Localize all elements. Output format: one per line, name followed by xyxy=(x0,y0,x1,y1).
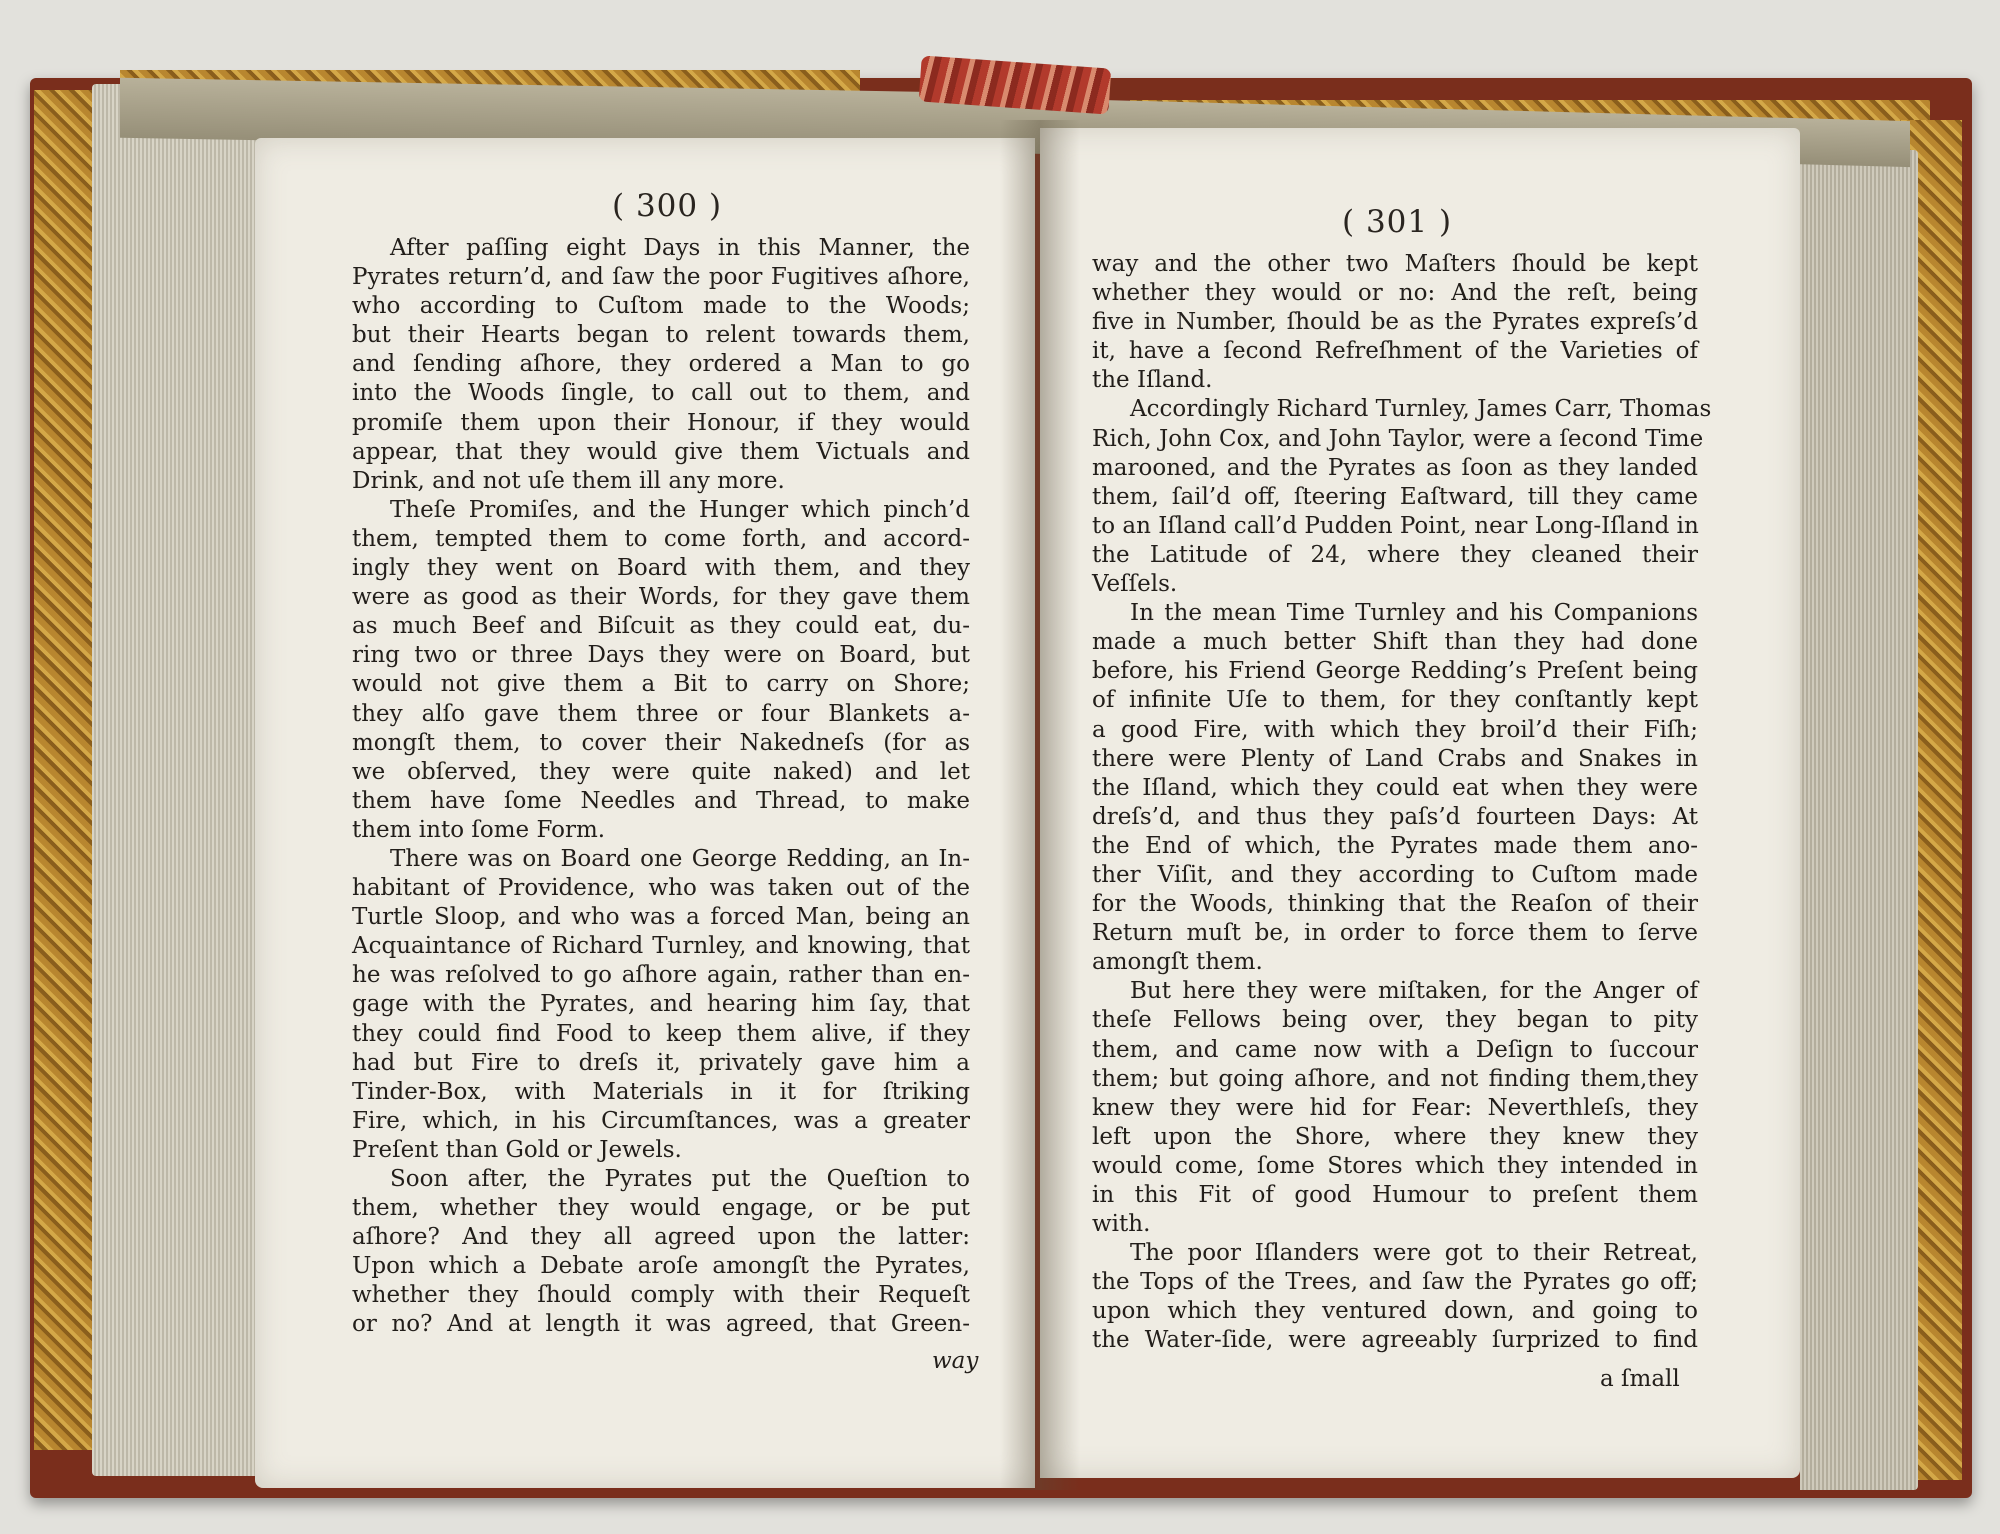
text-line: Accordingly Richard Turnley, James Carr, Thomas xyxy=(1130,396,1712,423)
text-line: or no? And at length it was agreed, that Green- xyxy=(352,1311,970,1338)
text-line: gage with the Pyrates, and hearing him ſay, that xyxy=(352,991,970,1018)
text-line: Turtle Sloop, and who was a forced Man, being an xyxy=(352,904,970,931)
text-line: way and the other two Maſters ſhould be kept xyxy=(1092,251,1698,277)
text-line: marooned, and the Pyrates as ſoon as they landed xyxy=(1092,454,1698,481)
text-line: ingly they went on Board with them, and they xyxy=(352,555,970,582)
text-line: them have ſome Needles and Thread, to make xyxy=(352,787,970,814)
text-line: ther Viſit, and they according to Cuſtom made xyxy=(1092,861,1698,888)
text-line: appear, that they would give them Victuals and xyxy=(352,438,970,465)
text-line: had but Fire to dreſs it, privately gave him a xyxy=(352,1049,970,1076)
text-line: the Iſland, which they could eat when they were xyxy=(1092,774,1698,801)
text-line: Fire, which, in his Circumſtances, was a greater xyxy=(352,1107,970,1134)
text-line: made a much better Shift than they had done xyxy=(1092,629,1698,656)
text-line: the Latitude of 24, where they cleaned their xyxy=(1092,541,1698,568)
book-gutter xyxy=(1000,120,1080,1490)
text-line: Tinder-Box, with Materials in it for ſtriking xyxy=(352,1078,970,1105)
text-line: After paſſing eight Days in this Manner, the xyxy=(390,235,970,261)
left-page-text xyxy=(352,234,970,1340)
text-line: Rich, John Cox, and John Taylor, were a ſecond Time xyxy=(1092,425,1704,452)
text-line: them, whether they would engage, or be put xyxy=(352,1195,970,1222)
text-line: them; but going aſhore, and not finding them,they xyxy=(1092,1065,1698,1092)
text-line: of infinite Uſe to them, for they conſtantly kept xyxy=(1092,687,1698,714)
text-line: Acquaintance of Richard Turnley, and knowing, that xyxy=(352,933,970,960)
text-line: were as good as their Words, for they gave them xyxy=(352,584,970,611)
page-block-right xyxy=(1800,150,1918,1490)
text-line: the Tops of the Trees, and ſaw the Pyrates go off; xyxy=(1092,1269,1698,1296)
text-line: in this Fit of good Humour to preſent them xyxy=(1092,1182,1698,1208)
text-line: would come, ſome Stores which they intended in xyxy=(1092,1152,1698,1179)
text-line: The poor Iſlanders were got to their Retreat, xyxy=(1130,1240,1698,1267)
text-line: ring two or three Days they were on Board, but xyxy=(352,642,970,669)
text-line: before, his Friend George Redding’s Preſent being xyxy=(1092,658,1698,685)
text-line: it, have a ſecond Refreſhment of the Varieties of xyxy=(1092,338,1698,365)
text-line: we obſerved, they were quite naked) and let xyxy=(352,758,970,785)
text-line: Return muſt be, in order to force them to ſerve xyxy=(1092,920,1698,947)
right-page-text xyxy=(1092,250,1712,1356)
text-line: they alſo gave them three or four Blankets a- xyxy=(352,700,970,727)
text-line: for the Woods, thinking that the Reaſon of their xyxy=(1092,891,1698,918)
text-line: aſhore? And they all agreed upon the latter: xyxy=(352,1224,970,1251)
text-line: the Water-ſide, were agreeably ſurprized to find xyxy=(1092,1327,1698,1354)
text-line: them into ſome Form. xyxy=(352,816,606,843)
text-line: whether they would or no: And the reſt, being xyxy=(1092,280,1698,307)
text-line: upon which they ventured down, and going to xyxy=(1092,1298,1698,1325)
text-line: them, tempted them to come forth, and accord- xyxy=(352,525,970,552)
text-line: whether they ſhould comply with their Requeſt xyxy=(352,1282,970,1309)
text-line: they could find Food to keep them alive, if they xyxy=(352,1020,970,1047)
text-line: But here they were miſtaken, for the Anger of xyxy=(1130,978,1698,1005)
text-line: dreſs’d, and thus they paſs’d fourteen Days: At xyxy=(1092,803,1698,830)
text-line: theſe Fellows being over, they began to pity xyxy=(1092,1007,1698,1034)
text-line: left upon the Shore, where they knew they xyxy=(1092,1123,1698,1150)
text-line: the Iſland. xyxy=(1092,367,1213,394)
text-line: Upon which a Debate aroſe amongſt the Pyrates, xyxy=(352,1253,970,1280)
text-line: there were Plenty of Land Crabs and Snakes in xyxy=(1092,745,1698,772)
text-line: as much Beef and Biſcuit as they could eat, du- xyxy=(352,613,970,640)
text-line: There was on Board one George Redding, an In- xyxy=(390,845,970,872)
text-line: promiſe them upon their Honour, if they would xyxy=(352,409,970,436)
text-line: Drink, and not uſe them ill any more. xyxy=(352,467,785,494)
text-line: In the mean Time Turnley and his Companions xyxy=(1130,600,1698,627)
left-catchword: way xyxy=(932,1348,979,1374)
text-line: to an Iſland call’d Pudden Point, near Long-Iſland in xyxy=(1092,512,1699,539)
text-line: knew they were hid for Fear: Neverthleſs, they xyxy=(1092,1094,1698,1121)
text-line: and ſending aſhore, they ordered a Man to go xyxy=(352,351,970,378)
text-line: mongſt them, to cover their Nakedneſs (for as xyxy=(352,729,970,756)
left-folio: ( 300 ) xyxy=(612,188,723,224)
gilt-border-left xyxy=(34,90,94,1450)
text-line: Soon after, the Pyrates put the Queſtion to xyxy=(390,1166,970,1192)
text-line: Preſent than Gold or Jewels. xyxy=(352,1136,682,1163)
text-line: he was reſolved to go aſhore again, rather than en- xyxy=(352,962,970,989)
right-catchword: a ſmall xyxy=(1600,1366,1680,1392)
text-line: with. xyxy=(1092,1211,1151,1238)
text-line: the End of which, the Pyrates made them ano- xyxy=(1092,832,1698,859)
text-line: five in Number, ſhould be as the Pyrates expreſs’d xyxy=(1092,309,1698,336)
text-line: would not give them a Bit to carry on Shore; xyxy=(352,671,970,698)
right-folio: ( 301 ) xyxy=(1342,204,1453,240)
text-line: them, and came now with a Deſign to ſuccour xyxy=(1092,1036,1698,1063)
text-line: who according to Cuſtom made to the Woods; xyxy=(352,293,970,320)
text-line: Pyrates return’d, and ſaw the poor Fugitives aſhore, xyxy=(352,264,970,291)
text-line: but their Hearts began to relent towards them, xyxy=(352,322,970,349)
text-line: them, ſail’d off, ſteering Eaſtward, till they came xyxy=(1092,483,1698,510)
text-line: Theſe Promiſes, and the Hunger which pinch’d xyxy=(390,496,970,523)
page-block-left xyxy=(92,84,262,1476)
text-line: amongſt them. xyxy=(1092,949,1263,976)
text-line: Veſſels. xyxy=(1092,571,1178,598)
text-line: habitant of Providence, who was taken out of the xyxy=(352,875,970,902)
text-line: a good Fire, with which they broil’d their Fiſh; xyxy=(1092,716,1698,743)
text-line: into the Woods ſingle, to call out to them, and xyxy=(352,380,970,407)
